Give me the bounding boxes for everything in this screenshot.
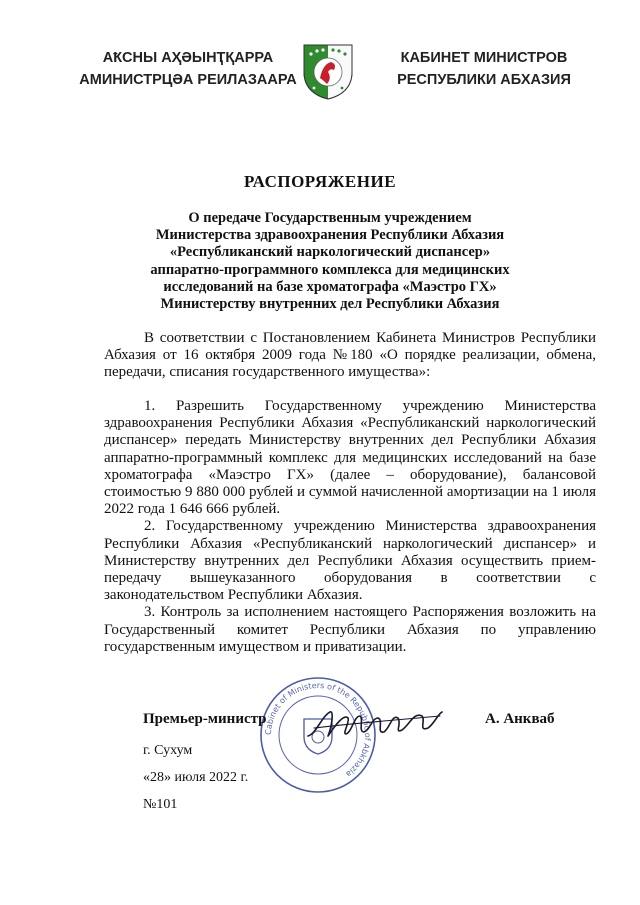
decision-item-3: 3. Контроль за исполнением настоящего Распоряжения возложить на Государственный комитет Республики Абхазия по управлению государственным имуществом и приватизации. (104, 604, 596, 655)
seal-text: Cabinet of Ministers of the Republic of Abkhazia (263, 680, 373, 779)
intro-paragraph (104, 330, 596, 382)
signer-position: Премьер-министр (143, 711, 267, 727)
issue-date: «28» июля 2022 г. (143, 770, 249, 785)
letterhead-right-line2: РЕСПУБЛИКИ АБХАЗИЯ (397, 72, 571, 88)
subject-line: исследований на базе хроматографа «Маэстро ГХ» (163, 278, 497, 295)
subject-line: «Республиканский наркологический диспансер» (169, 244, 491, 261)
letterhead-left-line1: АҞСНЫ АҲӘЫНҬҚАРРА (102, 50, 274, 66)
subject-line: О передаче Государственным учреждением (188, 210, 472, 226)
coat-of-arms-icon (301, 42, 355, 100)
intro-text: В соответствии с Постановлением Кабинета Министров Республики Абхазия от 16 октября 2009 года №180 «О порядке реализации, обмена, передачи, списания государственного имущества»: (104, 330, 596, 381)
document-number: №101 (143, 797, 178, 812)
letterhead-russian (384, 47, 584, 91)
letterhead (0, 42, 640, 102)
document-title: РАСПОРЯЖЕНИЕ (243, 172, 397, 191)
subject-line: Министерству внутренних дел Республики Абхазия (160, 296, 500, 313)
letterhead-left-line2: АМИНИСТРЦӘА РЕИЛАЗААРА (79, 72, 297, 88)
issue-city: г. Сухум (143, 743, 193, 758)
document-subject (110, 210, 550, 313)
decision-items (104, 398, 596, 656)
letterhead-right-line1: КАБИНЕТ МИНИСТРОВ (400, 50, 568, 66)
signer-name: А. Анкваб (485, 711, 555, 727)
handwritten-signature-icon (306, 706, 446, 746)
decision-item-2: 2. Государственному учреждению Министерства здравоохранения Республики Абхазия «Республиканский наркологический диспансер» и Министерству внутренних дел Республики Абхазия осуществить прием-передачу вышеуказанного оборудования в соответствии с законодательством Республики Абхазия. (104, 518, 596, 604)
letterhead-abkhaz (78, 47, 298, 91)
decision-item-1: 1. Разрешить Государственному учреждению Министерства здравоохранения Республики Абхазия «Республиканский наркологический диспансер» передать Министерству внутренних дел Республики Абхазия аппаратно-программный комплекс для медицинских исследований на базе хроматографа «Маэстро ГХ» (далее – оборудование), балансовой стоимостью 9 880 000 рублей и суммой начисленной амортизации на 1 июля 2022 года 1 646 666 рублей. (104, 398, 596, 518)
signature-block (0, 678, 640, 808)
subject-line: Министерства здравоохранения Республики Абхазия (155, 227, 505, 244)
subject-line: аппаратно-программного комплекса для медицинских (150, 261, 510, 278)
